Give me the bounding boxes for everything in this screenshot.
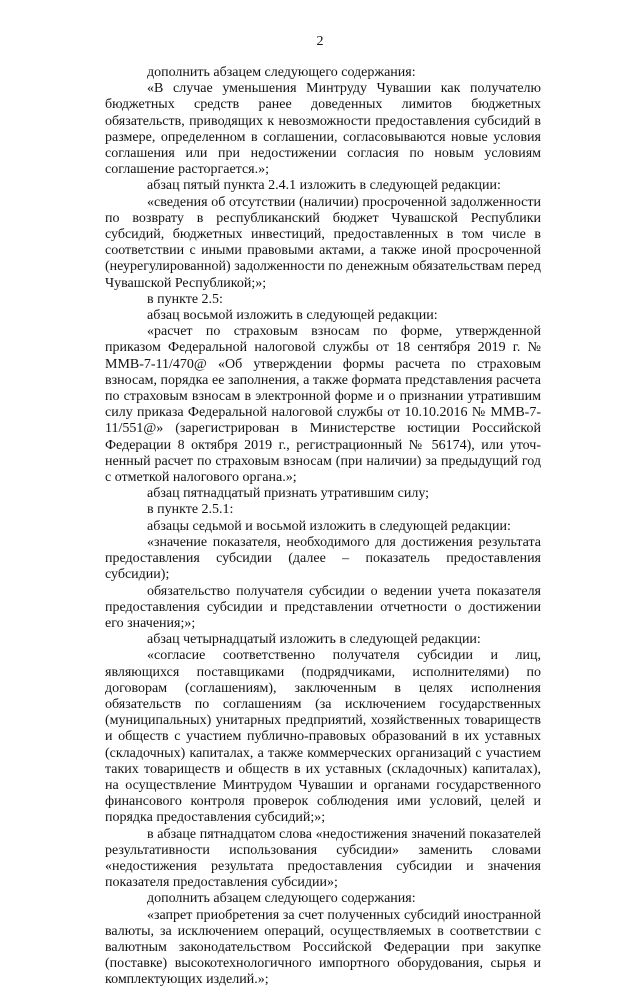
paragraph: абзац четырнадцатый изложить в следующей редакции: [147,632,481,648]
paragraph: обязательство получателя субсидии о ведении учета показателя предоставления субсидии и представлении отчетности о достижении его значения;»; [105,583,541,631]
paragraph: в пункте 2.5: [147,291,223,307]
paragraph: «сведения об отсутствии (наличии) просроченной задолженности по возврату в республиканский бюджет Чувашской Республики субсидий, бюджетных инвестиций, предоставленных в том числе в соответствии с иными правовыми актами, а также иной просроченной (неурегулированной) задолженности по денежным обязательствам перед Чувашской Республикой;»; [105,194,541,291]
paragraph: «запрет приобретения за счет полученных субсидий иностранной валюты, за исключением операций, осуществляемых в соответствии с валютным законодательством Российской Федерации при закупке (поставке) высокотехнологичного импортного оборудования, сырья и комплектующих изделий.»; [105,907,541,988]
paragraph: в пункте 2.5.1: [147,502,234,518]
paragraph: абзац пятнадцатый признать утратившим силу; [147,486,430,502]
paragraph: абзацы седьмой и восьмой изложить в следующей редакции: [147,518,511,534]
paragraph: дополнить абзацем следующего содержания: [147,891,416,907]
paragraph: «В случае уменьшения Минтруду Чувашии как получателю бюджетных средств ранее доведенных лимитов бюджетных обязательств, приводящих к невозможности предоставления субсидий в размере, определенном в соглашении, согласовываются новые условия соглашения или при недостижении согласия по новым условиям соглашение расторгается.»; [105,81,541,178]
paragraph: «согласие соответственно получателя субсидии и лиц, являющихся поставщиками (подрядчиками, исполнителями) по договорам (соглашениям), заключенным в целях исполнения обязательств по соглашениям (за исключением государственных (муниципальных) унитарных предприятий, хозяйственных товариществ и обществ с участием публично-правовых образований в их уставных (складочных) капиталах, а также коммерческих организаций с участием таких товариществ и обществ в их уставных (складочных) капиталах), на осуществление Минтрудом Чувашии и органами государственного финансового контроля проверок соблюдения ими условий, целей и порядка предоставления субсидий;»; [105,648,541,826]
paragraph: дополнить абзацем следующего содержания: [147,65,416,80]
page-number: 2 [316,34,324,49]
paragraph: в абзаце пятнадцатом слова «недостижения значений показателей результативности использования субсидии» заменить словами «недостижения результата предоставления субсидии и значения показателя предоставления субсидии»; [105,826,541,891]
document-body [105,65,541,989]
paragraph: абзац восьмой изложить в следующей редакции: [147,308,438,324]
paragraph: абзац пятый пункта 2.4.1 изложить в следующей редакции: [147,178,501,194]
paragraph: «расчет по страховым взносам по форме, утвержденной приказом Федеральной налоговой службы от 18 сентября 2019 г. № ММВ-7-11/470@ «Об утверждении формы расчета по страховым взносам, порядка ее заполнения, а также формата представления расчета по страховым взносам в электронной форме и о признании утратившим силу приказа Федеральной налоговой службы от 10.10.2016 № ММВ-7-11/551@» (зарегистрирован в Министерстве юстиции Российской Федерации 8 октября 2019 г., регистрационный № 56174), или уточненный расчет по страховым взносам (при наличии) за предыдущий год с отметкой налогового органа.»; [105,324,541,486]
paragraph: «значение показателя, необходимого для достижения результата предоставления субсидии (далее – показатель предоставления субсидии); [105,534,541,583]
